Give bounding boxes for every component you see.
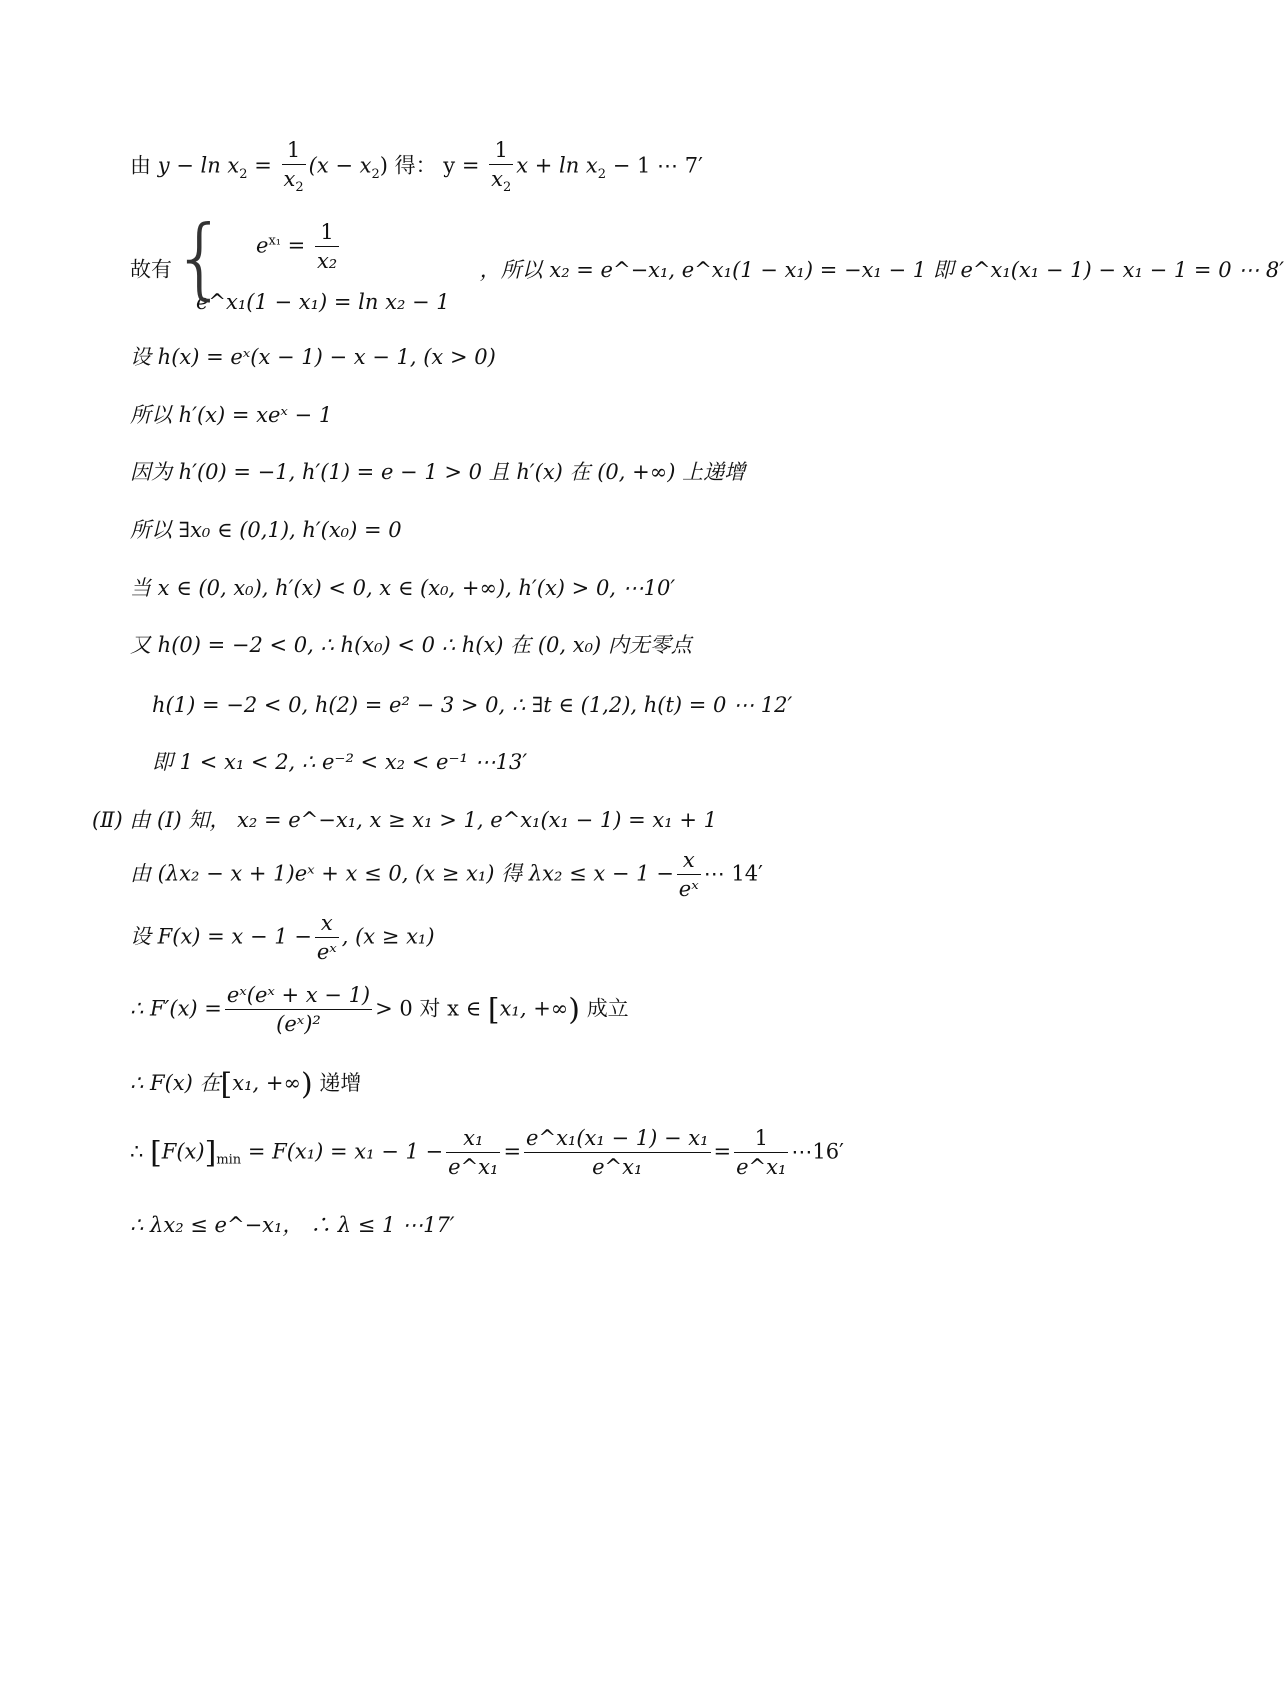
math-segment: = F(x₁) = x₁ − 1 − — [247, 1139, 444, 1164]
fraction-numerator: 1 — [315, 222, 339, 247]
text-segment: 递增 — [319, 1071, 362, 1095]
math-segment: 设 F(x) = x − 1 − — [130, 924, 312, 949]
fraction-denominator: eˣ — [316, 940, 337, 964]
fraction-denominator: x₂ — [316, 249, 338, 273]
fraction-numerator: eˣ(eˣ + x − 1) — [225, 985, 372, 1010]
math-segment: x + ln x — [516, 153, 598, 178]
fraction-denominator — [282, 165, 306, 194]
formula-line-8: 又 h(0) = −2 < 0, ∴ h(x₀) < 0 ∴ h(x) 在 (0, x₀) 内无零点 — [130, 633, 692, 657]
fraction-numerator: x — [677, 850, 701, 875]
formula-line-17: ∴ λx₂ ≤ e^−x₁， ∴ λ ≤ 1 ⋯17′ — [130, 1213, 455, 1237]
formula-line-10: 即 1 < x₁ < 2, ∴ e⁻² < x₂ < e⁻¹ ⋯13′ — [152, 750, 528, 774]
fraction-denominator: eˣ — [678, 877, 699, 901]
left-bracket: [ — [220, 1067, 233, 1102]
math-segment: = — [713, 1139, 732, 1164]
formula-line-12 — [130, 850, 763, 900]
math-segment: ⋯ 14′ — [703, 861, 763, 886]
text-segment: ) 得： y = — [379, 153, 487, 178]
fraction-denominator: e^x₁ — [736, 1155, 787, 1179]
math-segment: = — [503, 1139, 522, 1164]
formula-line-16 — [130, 1128, 844, 1178]
math-segment: ∴ F′(x) = — [130, 996, 222, 1021]
math-segment: = — [247, 153, 279, 178]
math-segment: > 0 对 x ∈ — [375, 996, 482, 1021]
fraction-numerator: 1 — [282, 140, 306, 165]
formula-line-3: 设 h(x) = eˣ(x − 1) − x − 1, (x > 0) — [130, 345, 496, 369]
formula-line-13 — [130, 913, 435, 963]
fraction — [677, 850, 701, 900]
fraction — [489, 140, 513, 194]
subscript: 2 — [597, 166, 607, 182]
subscript: 2 — [239, 166, 248, 182]
math-segment: x — [283, 167, 296, 191]
formula-line-5: 因为 h′(0) = −1, h′(1) = e − 1 > 0 且 h′(x) 在 (0, +∞) 上递增 — [130, 460, 746, 484]
fraction-numerator: x — [315, 913, 339, 938]
math-segment: F(x) — [161, 1139, 205, 1164]
fraction-denominator: e^x₁ — [448, 1155, 499, 1179]
math-segment: ⋯16′ — [791, 1139, 844, 1164]
right-paren: ) — [568, 992, 580, 1028]
fraction — [524, 1128, 710, 1178]
fraction-numerator: x₁ — [446, 1128, 500, 1153]
fraction-numerator: 1 — [489, 140, 513, 165]
fraction — [315, 913, 339, 963]
math-segment: e — [256, 233, 269, 258]
left-bracket: [ — [487, 992, 500, 1028]
fraction — [282, 140, 306, 194]
equation-system — [172, 206, 450, 318]
left-brace: { — [172, 206, 228, 309]
subscript: 2 — [502, 180, 512, 196]
fraction-numerator: e^x₁(x₁ − 1) − x₁ — [524, 1128, 710, 1153]
math-segment: x₁, +∞ — [232, 1071, 301, 1095]
subscript: min — [216, 1152, 242, 1168]
math-segment: ∴ — [130, 1139, 144, 1164]
formula-line-4: 所以 h′(x) = xeˣ − 1 — [130, 403, 333, 427]
formula-line-1 — [130, 140, 703, 194]
subscript: 2 — [295, 180, 304, 196]
fraction-denominator: e^x₁ — [592, 1155, 643, 1179]
superscript: x₁ — [268, 233, 281, 249]
text-segment: 故有 — [130, 257, 172, 282]
right-bracket: ] — [204, 1135, 217, 1171]
math-segment: , (x ≥ x₁) — [341, 924, 435, 949]
system-row-1 — [196, 222, 450, 292]
math-segment: ∴ F(x) 在 — [130, 1071, 221, 1095]
right-paren: ) — [300, 1067, 313, 1102]
formula-line-15 — [130, 1067, 362, 1102]
formula-line-2 — [130, 206, 1284, 318]
math-segment: (x − x — [308, 153, 372, 178]
formula-line-9: h(1) = −2 < 0, h(2) = e² − 3 > 0, ∴ ∃t ∈ (1,2), h(t) = 0 ⋯ 12′ — [152, 693, 793, 717]
text-segment: 成立 — [586, 996, 629, 1021]
fraction — [446, 1128, 500, 1178]
formula-line-7: 当 x ∈ (0, x₀), h′(x) < 0, x ∈ (x₀, +∞), h′(x) > 0, ⋯10′ — [130, 576, 676, 600]
math-segment: x — [491, 167, 503, 191]
formula-line-11: (Ⅱ) 由 (Ⅰ) 知， x₂ = e^−x₁, x ≥ x₁ > 1, e^x₁(x₁ − 1) = x₁ + 1 — [92, 808, 717, 832]
fraction — [315, 222, 339, 272]
math-segment: x₁, +∞ — [499, 996, 569, 1021]
math-segment: = — [280, 233, 312, 258]
math-segment: y − ln x — [157, 153, 240, 178]
math-segment: 由 (λx₂ − x + 1)eˣ + x ≤ 0, (x ≥ x₁) 得 λx₂ ≤ x − 1 − — [130, 861, 674, 886]
system-row-2: e^x₁(1 − x₁) = ln x₂ − 1 — [196, 290, 450, 314]
fraction-denominator — [489, 165, 513, 194]
text-segment: 由 — [130, 153, 158, 178]
fraction-numerator: 1 — [734, 1128, 788, 1153]
left-bracket: [ — [150, 1135, 162, 1171]
fraction — [225, 985, 372, 1035]
math-segment: ，所以 x₂ = e^−x₁, e^x₁(1 − x₁) = −x₁ − 1 即 e^x₁(x₁ − 1) − x₁ − 1 = 0 ⋯ 8′ — [479, 257, 1284, 282]
formula-line-6: 所以 ∃x₀ ∈ (0,1), h′(x₀) = 0 — [130, 518, 402, 542]
fraction — [734, 1128, 788, 1178]
fraction-denominator: (eˣ)² — [276, 1012, 321, 1036]
subscript: 2 — [371, 166, 380, 182]
formula-line-14 — [130, 985, 629, 1035]
math-segment: − 1 ⋯ 7′ — [606, 153, 703, 178]
